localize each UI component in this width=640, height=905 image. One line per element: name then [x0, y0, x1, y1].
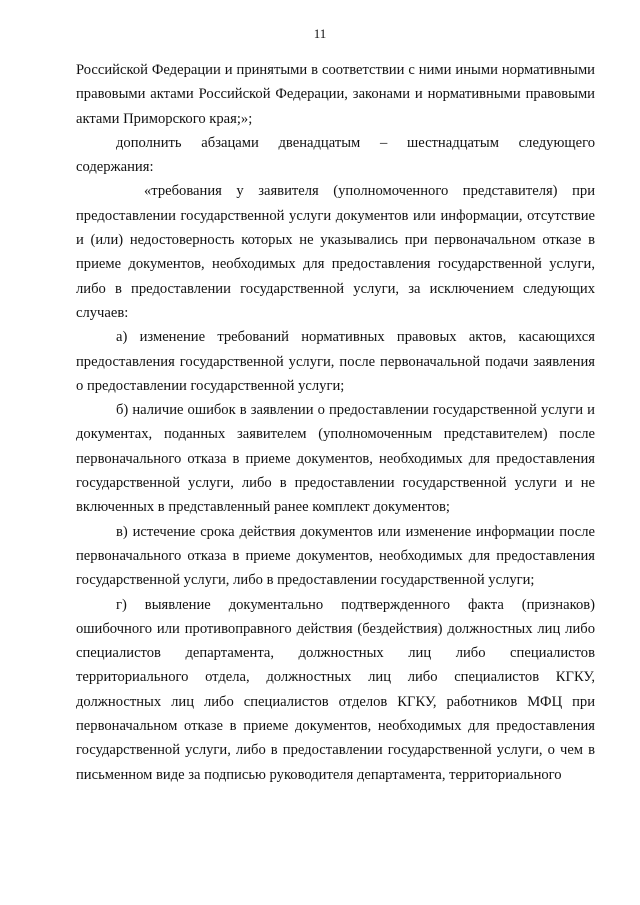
- paragraph-continuation: Российской Федерации и принятыми в соответствии с ними иными нормативными правовыми актами Российской Федерации, законами и нормативными правовыми актами Приморского края;»;: [76, 62, 595, 127]
- paragraph-item-g: г) выявление документально подтвержденного факта (признаков) ошибочного или противоправного действия (бездействия) должностных лиц либо специалистов департамента, должностных лиц либо специалистов территориального отдела, должностных лиц либо специалистов КГКУ, должностных лиц либо специалистов отделов КГКУ, работников МФЦ при первоначальном отказе в приеме документов, необходимых для предоставления государственной услуги, либо в предоставлении государственной услуги, о чем в письменном виде за подписью руководителя департамента, территориального: [76, 596, 595, 783]
- paragraph-item-v: в) истечение срока действия документов или изменение информации после первоначального отказа в приеме документов, необходимых для предоставления государственной услуги, либо в предоставлении государственной услуги;: [76, 523, 595, 589]
- paragraph-amendment-instruction: дополнить абзацами двенадцатым – шестнадцатым следующего содержания:: [76, 134, 595, 176]
- paragraph-requirements: «требования у заявителя (уполномоченного представителя) при предоставлении государственной услуги документов или информации, отсутствие и (или) недостоверность которых не указывались при первоначальном отказе в приеме документов, необходимых для предоставления государственной услуги, либо в предоставлении государственной услуги, за исключением следующих случаев:: [76, 183, 595, 321]
- document-body: [76, 58, 595, 787]
- page-number: 11: [313, 26, 327, 41]
- paragraph-item-b: б) наличие ошибок в заявлении о предоставлении государственной услуги и документах, поданных заявителем (уполномоченным представителем) после первоначального отказа в приеме документов, необходимых для предоставления государственной услуги, либо в предоставлении государственной услуги и не включенных в представленный ранее комплект документов;: [76, 402, 595, 516]
- paragraph-item-a: а) изменение требований нормативных правовых актов, касающихся предоставления государственной услуги, после первоначальной подачи заявления о предоставлении государственной услуги;: [76, 329, 595, 394]
